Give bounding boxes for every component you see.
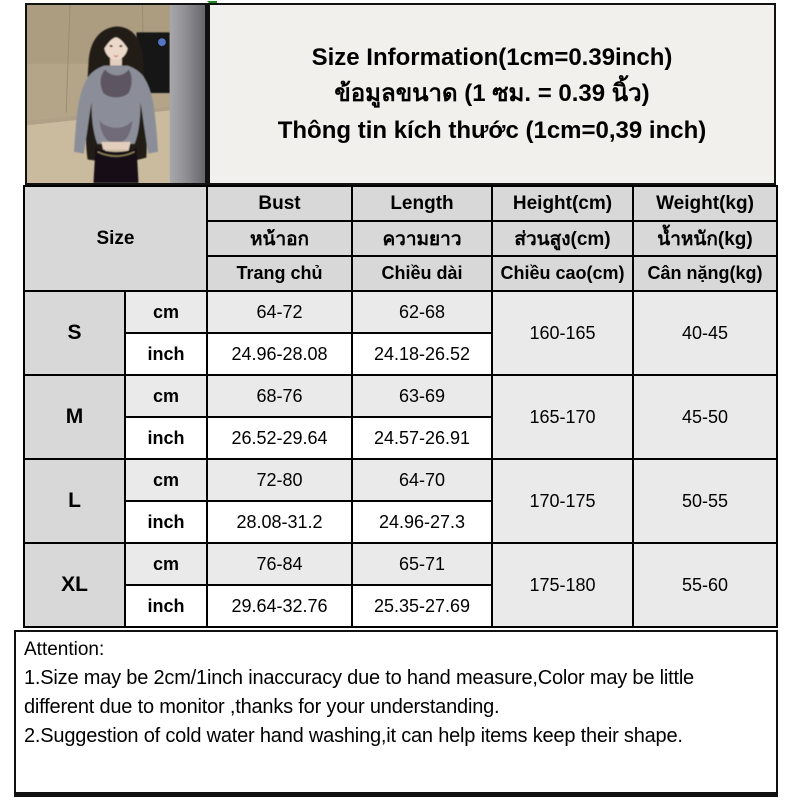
l-bust-inch: 28.08-31.2 xyxy=(207,501,352,543)
s-weight: 40-45 xyxy=(633,291,777,375)
m-length-cm: 63-69 xyxy=(352,375,492,417)
header-length-en: Length xyxy=(352,186,492,221)
size-table xyxy=(23,185,778,628)
header-weight-th: น้ำหนัก(kg) xyxy=(633,221,777,256)
s-bust-cm: 64-72 xyxy=(207,291,352,333)
header-bust-th: หน้าอก xyxy=(207,221,352,256)
size-corner-header: Size xyxy=(24,186,207,291)
unit-cm-label: cm xyxy=(125,459,207,501)
size-info-header xyxy=(207,3,776,185)
header-height-en: Height(cm) xyxy=(492,186,633,221)
title-english: Size Information(1cm=0.39inch) xyxy=(311,43,673,71)
unit-cm-label: cm xyxy=(125,375,207,417)
s-height: 160-165 xyxy=(492,291,633,375)
xl-length-cm: 65-71 xyxy=(352,543,492,585)
size-label-m: M xyxy=(24,375,125,459)
size-label-l: L xyxy=(24,459,125,543)
unit-cm-label: cm xyxy=(125,291,207,333)
s-length-inch: 24.18-26.52 xyxy=(352,333,492,375)
attention-note-1: 1.Size may be 2cm/1inch inaccuracy due to hand measure,Color may be little different due to monitor ,thanks for your understanding. xyxy=(24,667,694,718)
xl-height: 175-180 xyxy=(492,543,633,627)
l-length-inch: 24.96-27.3 xyxy=(352,501,492,543)
header-weight-vi: Cân nặng(kg) xyxy=(633,256,777,291)
header-length-vi: Chiều dài xyxy=(352,256,492,291)
l-length-cm: 64-70 xyxy=(352,459,492,501)
header-height-vi: Chiều cao(cm) xyxy=(492,256,633,291)
size-label-s: S xyxy=(24,291,125,375)
m-bust-cm: 68-76 xyxy=(207,375,352,417)
attention-title: Attention: xyxy=(24,639,105,660)
l-weight: 50-55 xyxy=(633,459,777,543)
header-weight-en: Weight(kg) xyxy=(633,186,777,221)
m-height: 165-170 xyxy=(492,375,633,459)
attention-note-2: 2.Suggestion of cold water hand washing,it can help items keep their shape. xyxy=(24,725,683,747)
l-height: 170-175 xyxy=(492,459,633,543)
header-bust-en: Bust xyxy=(207,186,352,221)
m-length-inch: 24.57-26.91 xyxy=(352,417,492,459)
unit-inch-label: inch xyxy=(125,501,207,543)
m-weight: 45-50 xyxy=(633,375,777,459)
title-thai: ข้อมูลขนาด (1 ซม. = 0.39 นิ้ว) xyxy=(334,80,650,108)
s-bust-inch: 24.96-28.08 xyxy=(207,333,352,375)
header-height-th: ส่วนสูง(cm) xyxy=(492,221,633,256)
unit-inch-label: inch xyxy=(125,333,207,375)
l-bust-cm: 72-80 xyxy=(207,459,352,501)
unit-cm-label: cm xyxy=(125,543,207,585)
m-bust-inch: 26.52-29.64 xyxy=(207,417,352,459)
model-photo-illustration xyxy=(27,5,205,183)
size-label-xl: XL xyxy=(24,543,125,627)
title-vietnamese: Thông tin kích thước (1cm=0,39 inch) xyxy=(277,116,707,144)
unit-inch-label: inch xyxy=(125,585,207,627)
product-photo xyxy=(25,3,207,185)
s-length-cm: 62-68 xyxy=(352,291,492,333)
xl-bust-cm: 76-84 xyxy=(207,543,352,585)
xl-length-inch: 25.35-27.69 xyxy=(352,585,492,627)
attention-box xyxy=(14,630,778,797)
header-length-th: ความยาว xyxy=(352,221,492,256)
xl-weight: 55-60 xyxy=(633,543,777,627)
xl-bust-inch: 29.64-32.76 xyxy=(207,585,352,627)
unit-inch-label: inch xyxy=(125,417,207,459)
header-bust-vi: Trang chủ xyxy=(207,256,352,291)
